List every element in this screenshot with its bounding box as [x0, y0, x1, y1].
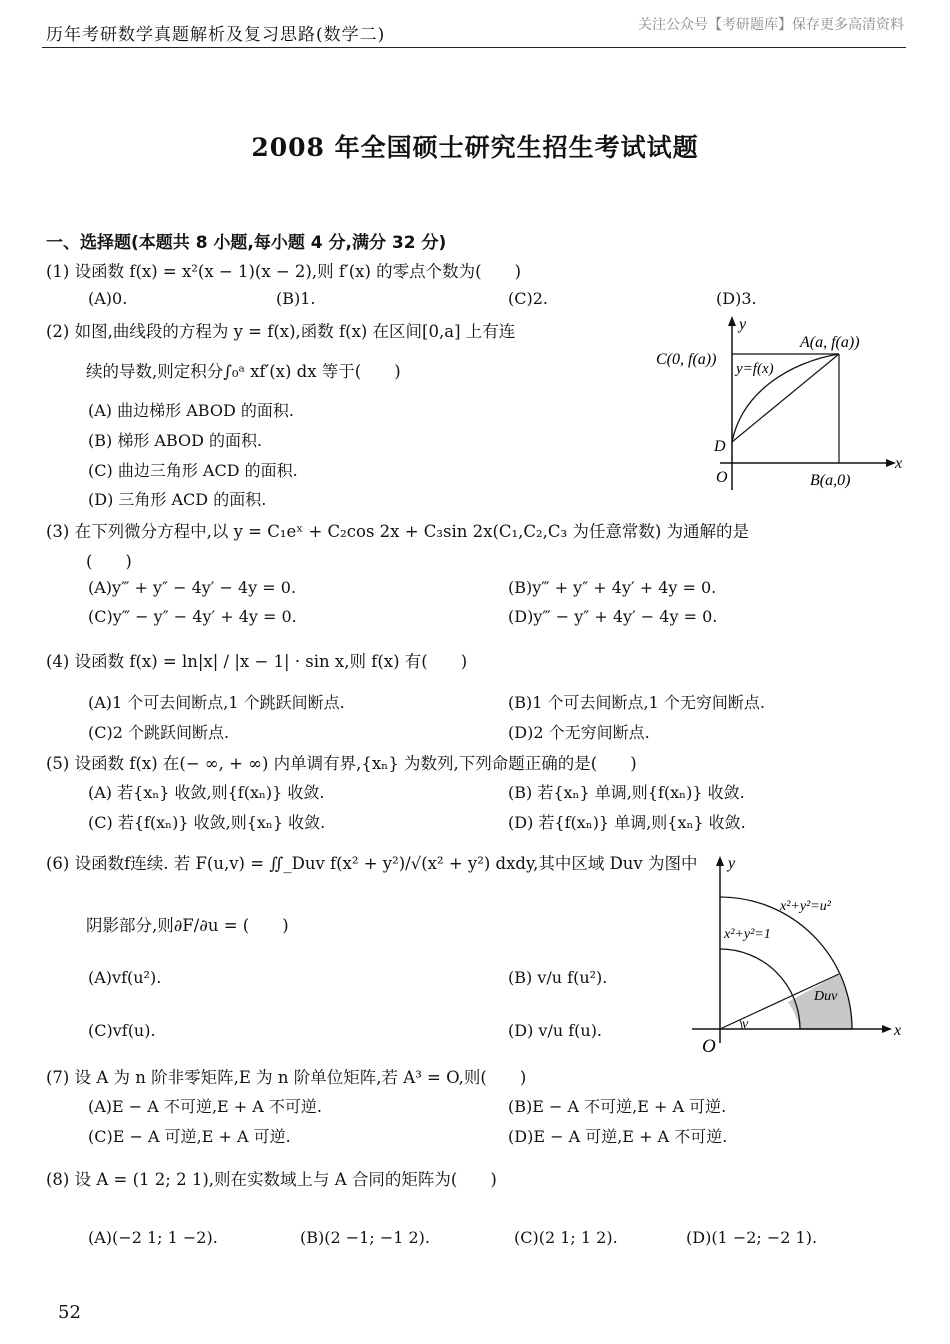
fig6-label-x: x: [894, 1022, 902, 1039]
q4-option-d: (D)2 个无穷间断点.: [508, 723, 650, 742]
q3-option-c: (C)y‴ − y″ − 4y′ + 4y = 0.: [88, 607, 297, 626]
q4-option-a: (A)1 个可去间断点,1 个跳跃间断点.: [88, 693, 345, 712]
question-8: (8) 设 A = (1 2; 2 1),则在实数域上与 A 合同的矩阵为( ): [46, 1170, 497, 1189]
q4-option-b: (B)1 个可去间断点,1 个无穷间断点.: [508, 693, 765, 712]
q8-option-b: (B)(2 −1; −1 2).: [300, 1228, 430, 1247]
fig6-label-inner-circle: x²+y²=1: [724, 927, 771, 942]
q4-option-c: (C)2 个跳跃间断点.: [88, 723, 230, 742]
q1-option-d: (D)3.: [716, 289, 757, 308]
q3-option-b: (B)y‴ + y″ + 4y′ + 4y = 0.: [508, 578, 717, 597]
q8-option-c: (C)(2 1; 1 2).: [514, 1228, 618, 1247]
fig2-label-o: O: [716, 469, 728, 486]
fig2-label-b: B(a,0): [810, 472, 851, 489]
q1-option-a: (A)0.: [88, 289, 128, 308]
q2-option-a: (A) 曲边梯形 ABOD 的面积.: [88, 401, 294, 420]
q8-option-a: (A)(−2 1; 1 −2).: [88, 1228, 218, 1247]
q6-option-c: (C)vf(u).: [88, 1021, 156, 1040]
fig6-label-y: y: [728, 855, 736, 872]
running-header: 历年考研数学真题解析及复习思路(数学二): [46, 25, 386, 45]
fig2-label-curve: y=f(x): [736, 361, 774, 377]
q2-option-c: (C) 曲边三角形 ACD 的面积.: [88, 461, 298, 480]
q3-option-d: (D)y‴ − y″ + 4y′ − 4y = 0.: [508, 607, 718, 626]
q5-option-a: (A) 若{xₙ} 收敛,则{f(xₙ)} 收敛.: [88, 783, 325, 802]
q2-option-d: (D) 三角形 ACD 的面积.: [88, 490, 267, 509]
q7-option-c: (C)E − A 可逆,E + A 可逆.: [88, 1127, 291, 1146]
q7-option-b: (B)E − A 不可逆,E + A 可逆.: [508, 1097, 727, 1116]
fig2-label-y: y: [739, 316, 747, 333]
question-2-line-1: (2) 如图,曲线段的方程为 y = f(x),函数 f(x) 在区间[0,a] 上有连: [46, 322, 516, 341]
question-2-line-2: 续的导数,则定积分∫₀ᵃ xf′(x) dx 等于( ): [86, 362, 401, 381]
q2-option-b: (B) 梯形 ABOD 的面积.: [88, 431, 263, 450]
q5-option-d: (D) 若{f(xₙ)} 单调,则{xₙ} 收敛.: [508, 813, 746, 832]
q5-option-c: (C) 若{f(xₙ)} 收敛,则{xₙ} 收敛.: [88, 813, 326, 832]
fig2-y-arrow: [728, 316, 736, 326]
watermark-note: 关注公众号【考研题库】保存更多高清资料: [638, 17, 904, 33]
fig6-label-o: O: [702, 1036, 716, 1057]
page-number: 52: [58, 1302, 81, 1323]
q6-option-d: (D) v/u f(u).: [508, 1021, 603, 1040]
question-6-line-2: 阴影部分,则∂F/∂u = ( ): [86, 916, 289, 935]
fig6-label-v: v: [742, 1017, 749, 1032]
figure-q2: [650, 312, 910, 502]
fig2-label-x: x: [895, 455, 903, 472]
q8-option-d: (D)(1 −2; −2 1).: [686, 1228, 818, 1247]
q5-option-b: (B) 若{xₙ} 单调,则{f(xₙ)} 收敛.: [508, 783, 745, 802]
question-3-line-2: ( ): [86, 552, 132, 571]
header-rule: [42, 47, 906, 48]
q6-option-a: (A)vf(u²).: [88, 968, 162, 987]
question-3-line-1: (3) 在下列微分方程中,以 y = C₁eˣ + C₂cos 2x + C₃sin 2x(C₁,C₂,C₃ 为任意常数) 为通解的是: [46, 522, 750, 541]
fig6-y-arrow: [716, 856, 724, 866]
question-4: (4) 设函数 f(x) = ln|x| / |x − 1| · sin x,则 f(x) 有( ): [46, 652, 468, 671]
q7-option-d: (D)E − A 可逆,E + A 不可逆.: [508, 1127, 728, 1146]
page-title: 2008 年全国硕士研究生招生考试试题: [251, 133, 699, 162]
fig2-label-a: A(a, f(a)): [800, 334, 860, 351]
question-1: (1) 设函数 f(x) = x²(x − 1)(x − 2),则 f′(x) 的零点个数为( ): [46, 262, 522, 281]
fig6-x-arrow: [882, 1025, 892, 1033]
question-7: (7) 设 A 为 n 阶非零矩阵,E 为 n 阶单位矩阵,若 A³ = O,则( ): [46, 1068, 527, 1087]
q1-option-b: (B)1.: [276, 289, 316, 308]
fig6-label-region: Duv: [814, 989, 838, 1004]
q3-option-a: (A)y‴ + y″ − 4y′ − 4y = 0.: [88, 578, 297, 597]
q6-option-b: (B) v/u f(u²).: [508, 968, 608, 987]
q7-option-a: (A)E − A 不可逆,E + A 不可逆.: [88, 1097, 323, 1116]
fig2-label-c: C(0, f(a)): [656, 351, 717, 368]
section-heading: 一、选择题(本题共 8 小题,每小题 4 分,满分 32 分): [46, 233, 447, 253]
figure-q6: [680, 848, 910, 1058]
fig6-inner-arc: [720, 949, 800, 1029]
q1-option-c: (C)2.: [508, 289, 548, 308]
question-5: (5) 设函数 f(x) 在(− ∞, + ∞) 内单调有界,{xₙ} 为数列,下列命题正确的是( ): [46, 754, 637, 773]
fig2-label-d: D: [714, 438, 726, 455]
fig6-label-outer-circle: x²+y²=u²: [780, 899, 831, 914]
question-6-line-1: (6) 设函数f连续. 若 F(u,v) = ∬_Duv f(x² + y²)/√(x² + y²) dxdy,其中区域 Duv 为图中: [46, 854, 698, 873]
